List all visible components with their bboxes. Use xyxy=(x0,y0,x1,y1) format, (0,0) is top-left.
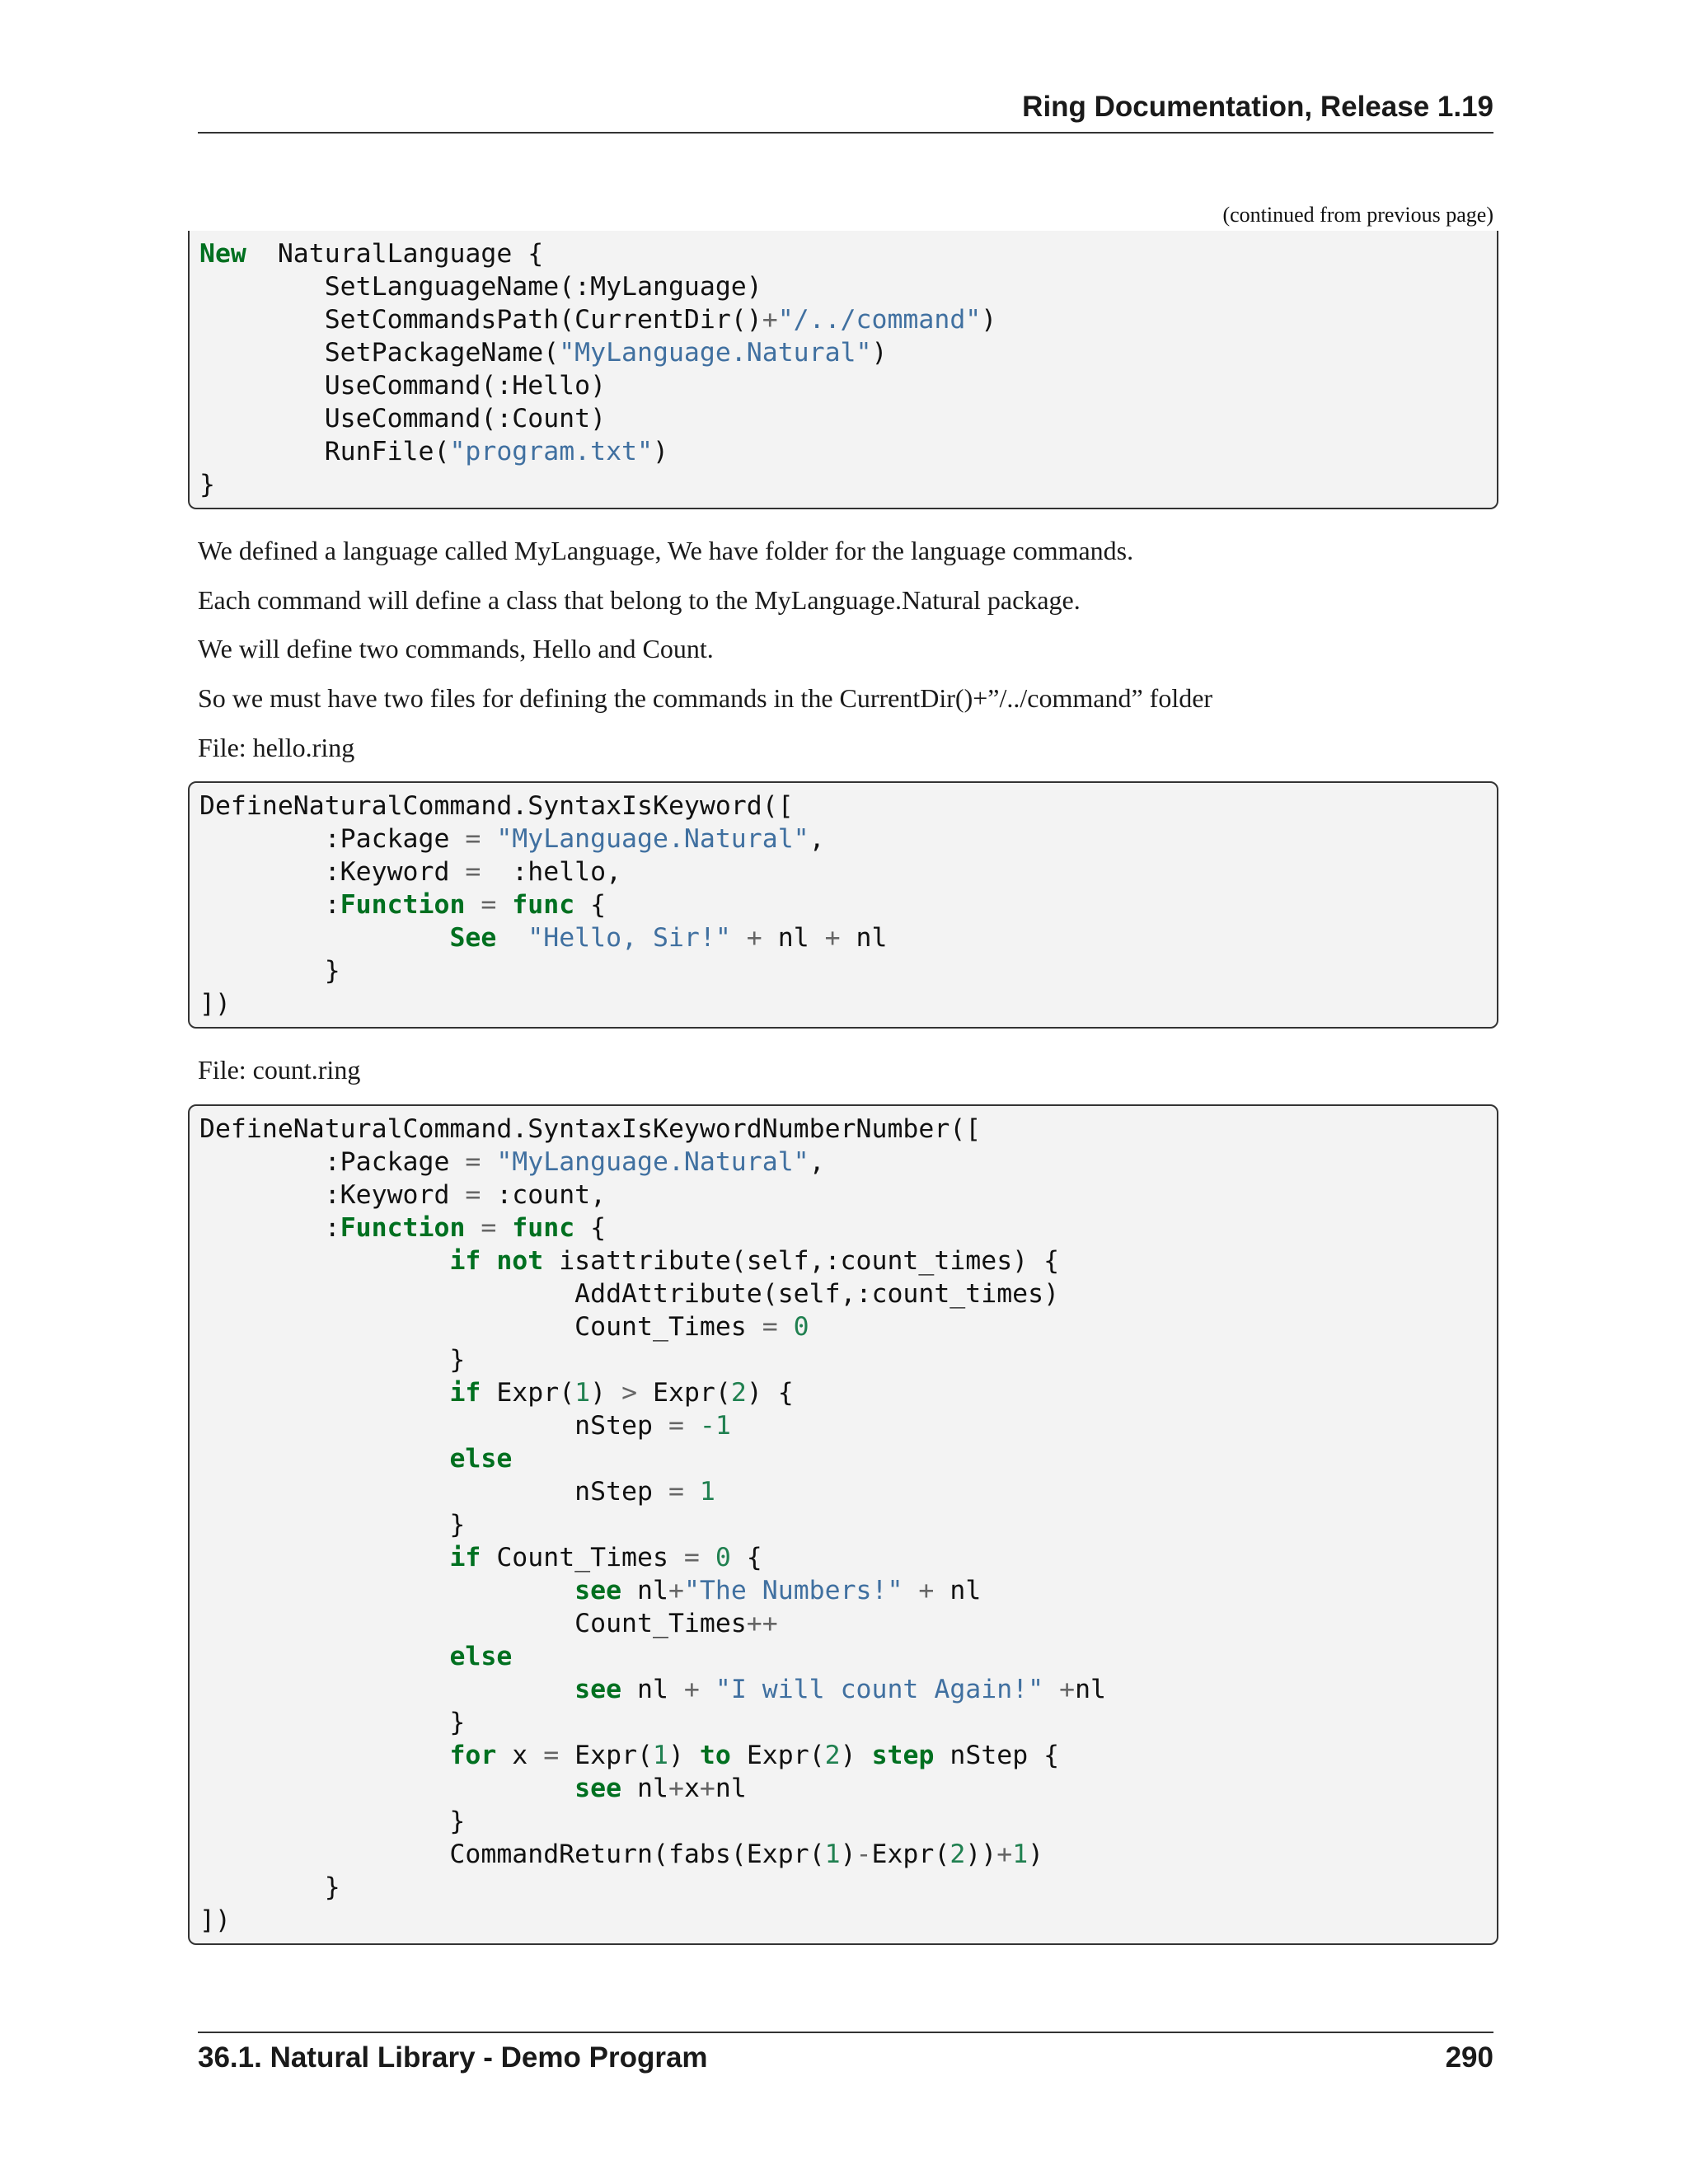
code-token: nl xyxy=(934,1576,982,1605)
code-token: + xyxy=(668,1774,684,1803)
code-line xyxy=(199,1871,1487,1904)
code-line xyxy=(199,1739,1487,1772)
page-header xyxy=(198,91,1493,134)
code-line xyxy=(199,435,1487,468)
code-token: Expr( xyxy=(730,1741,825,1770)
code-token: NaturalLanguage { xyxy=(246,239,544,269)
code-line xyxy=(199,1442,1487,1475)
code-line xyxy=(199,1706,1487,1739)
code-token: DefineNaturalCommand.SyntaxIsKeyword([ xyxy=(199,791,794,821)
code-token: } xyxy=(199,470,215,499)
code-block-natural-language xyxy=(188,231,1498,509)
code-token xyxy=(199,1741,449,1770)
code-token: ]) xyxy=(199,989,231,1019)
code-token: SetCommandsPath(CurrentDir() xyxy=(199,305,762,335)
code-token: nl xyxy=(840,923,888,953)
code-line xyxy=(199,1310,1487,1343)
code-token: DefineNaturalCommand.SyntaxIsKeywordNumberNumber([ xyxy=(199,1114,982,1144)
code-token: + xyxy=(762,305,778,335)
code-line xyxy=(199,921,1487,954)
code-token: :Package xyxy=(199,1147,466,1177)
code-token: } xyxy=(199,1345,466,1375)
code-token: x xyxy=(683,1774,700,1803)
code-token: ) xyxy=(1028,1840,1044,1869)
code-line xyxy=(199,954,1487,987)
code-token: ) xyxy=(590,1378,622,1408)
code-token: CommandReturn(fabs(Expr( xyxy=(199,1840,825,1869)
code-token: } xyxy=(199,956,340,986)
code-token: > xyxy=(621,1378,638,1408)
code-token: = xyxy=(465,1213,497,1243)
code-line xyxy=(199,1640,1487,1673)
code-token xyxy=(199,1642,449,1671)
code-token: see xyxy=(574,1576,622,1605)
code-line xyxy=(199,237,1487,270)
code-token: RunFile( xyxy=(199,437,450,466)
code-token: = xyxy=(668,1477,684,1507)
code-token xyxy=(199,1543,449,1572)
code-line xyxy=(199,1244,1487,1277)
code-token: "program.txt" xyxy=(449,437,653,466)
code-token: :count, xyxy=(481,1180,607,1210)
code-token: nl xyxy=(715,1774,747,1803)
code-token xyxy=(496,923,528,953)
code-token: + xyxy=(824,923,841,953)
code-line xyxy=(199,369,1487,402)
code-token: else xyxy=(449,1444,513,1474)
code-token: = xyxy=(465,824,481,854)
code-line xyxy=(199,402,1487,435)
code-line xyxy=(199,1673,1487,1706)
code-token: } xyxy=(199,1708,466,1737)
code-line xyxy=(199,1409,1487,1442)
code-token: nl xyxy=(621,1576,668,1605)
code-token: 1 xyxy=(683,1477,715,1507)
code-line xyxy=(199,1277,1487,1310)
code-token: if not xyxy=(449,1246,544,1276)
code-token: ) xyxy=(981,305,997,335)
code-block-count-ring xyxy=(188,1104,1498,1945)
code-line xyxy=(199,1146,1487,1179)
code-token: 1 xyxy=(1012,1840,1029,1869)
code-token: 1 xyxy=(574,1378,591,1408)
code-token: : xyxy=(199,890,340,920)
page-footer xyxy=(198,2032,1493,2074)
code-token: { xyxy=(574,890,607,920)
paragraph-language-definition: We defined a language called MyLanguage, We have folder for the language commands. xyxy=(198,536,1134,565)
code-line xyxy=(199,888,1487,921)
code-line xyxy=(199,1113,1487,1146)
code-token: nl xyxy=(1075,1675,1106,1704)
code-token: Expr( xyxy=(637,1378,731,1408)
code-token: to xyxy=(699,1741,731,1770)
code-token: AddAttribute(self,:count_times) xyxy=(199,1279,1060,1309)
code-token: :Keyword xyxy=(199,857,466,887)
footer-section-title: 36.1. Natural Library - Demo Program xyxy=(198,2041,708,2074)
code-token: 1 xyxy=(653,1741,668,1770)
code-token: ) xyxy=(652,437,668,466)
code-token: -1 xyxy=(683,1411,731,1441)
code-token: = xyxy=(762,1312,778,1342)
code-token: "/../command" xyxy=(777,305,982,335)
code-line xyxy=(199,1475,1487,1508)
code-token: + xyxy=(699,1774,715,1803)
code-line xyxy=(199,270,1487,303)
code-token: = xyxy=(683,1543,700,1572)
code-token: Count_Times xyxy=(481,1543,684,1572)
code-token: = xyxy=(465,1180,481,1210)
code-token: See xyxy=(449,923,497,953)
code-token: "MyLanguage.Natural" xyxy=(559,338,872,368)
paragraph-two-commands: We will define two commands, Hello and Count. xyxy=(198,634,714,663)
code-token: see xyxy=(574,1774,622,1803)
code-token: "MyLanguage.Natural" xyxy=(481,1147,809,1177)
code-line xyxy=(199,468,1487,501)
code-token: ) { xyxy=(746,1378,794,1408)
code-token: ) xyxy=(668,1741,700,1770)
code-token: "I will count Again!" xyxy=(699,1675,1044,1704)
code-line xyxy=(199,987,1487,1020)
code-token: isattribute(self,:count_times) { xyxy=(543,1246,1060,1276)
code-line xyxy=(199,1179,1487,1212)
code-token xyxy=(199,1774,574,1803)
code-token: New xyxy=(199,239,246,269)
code-token: nStep { xyxy=(934,1741,1060,1770)
code-token: SetLanguageName(:MyLanguage) xyxy=(199,272,762,302)
code-line xyxy=(199,855,1487,888)
code-line xyxy=(199,1343,1487,1376)
code-token: 1 xyxy=(824,1840,841,1869)
code-token: Count_Times xyxy=(199,1609,747,1638)
code-token: :Package xyxy=(199,824,466,854)
code-line xyxy=(199,1838,1487,1871)
code-token: "Hello, Sir!" xyxy=(528,923,731,953)
code-token: { xyxy=(574,1213,607,1243)
code-token: if xyxy=(449,1543,481,1572)
code-line xyxy=(199,1212,1487,1244)
code-token: UseCommand(:Count) xyxy=(199,404,607,434)
code-token: func xyxy=(496,890,575,920)
code-token: 2 xyxy=(824,1741,841,1770)
code-token: ) xyxy=(871,338,888,368)
continued-note: (continued from previous page) xyxy=(1222,203,1493,227)
document-title: Ring Documentation, Release 1.19 xyxy=(1022,91,1493,123)
code-token: 2 xyxy=(950,1840,966,1869)
code-line xyxy=(199,1607,1487,1640)
code-token: SetPackageName( xyxy=(199,338,560,368)
code-token: = xyxy=(465,890,497,920)
code-token: nStep xyxy=(199,1477,668,1507)
code-token: = xyxy=(543,1741,560,1770)
code-token: + xyxy=(730,923,762,953)
code-token: ) xyxy=(840,1741,872,1770)
code-token xyxy=(199,1246,449,1276)
code-line xyxy=(199,823,1487,855)
code-token xyxy=(199,1444,449,1474)
code-token: Function xyxy=(340,890,466,920)
footer-page-number: 290 xyxy=(1445,2041,1493,2074)
code-token: } xyxy=(199,1807,466,1836)
file-label-count: File: count.ring xyxy=(198,1055,361,1085)
code-block-hello-ring xyxy=(188,781,1498,1029)
code-token: nl xyxy=(621,1675,684,1704)
code-token xyxy=(199,1675,574,1704)
code-token: - xyxy=(856,1840,872,1869)
code-line xyxy=(199,1805,1487,1838)
code-token: } xyxy=(199,1872,340,1902)
code-token: + xyxy=(668,1576,684,1605)
code-line xyxy=(199,1772,1487,1805)
code-token: = xyxy=(465,1147,481,1177)
code-token: "The Numbers!" xyxy=(683,1576,903,1605)
code-token: ++ xyxy=(746,1609,778,1638)
code-token: { xyxy=(730,1543,762,1572)
code-line xyxy=(199,1376,1487,1409)
code-line xyxy=(199,336,1487,369)
code-token: step xyxy=(871,1741,935,1770)
code-token: + xyxy=(683,1675,700,1704)
code-token: "MyLanguage.Natural" xyxy=(481,824,809,854)
code-token: Expr( xyxy=(481,1378,575,1408)
code-token: nl xyxy=(621,1774,668,1803)
code-token: 2 xyxy=(730,1378,747,1408)
code-token: ) xyxy=(840,1840,856,1869)
code-token xyxy=(199,1576,574,1605)
paragraph-command-class: Each command will define a class that belong to the MyLanguage.Natural package. xyxy=(198,585,1081,615)
paragraph-command-files: So we must have two files for defining the commands in the CurrentDir()+”/../command” folder xyxy=(198,683,1213,713)
code-token: x xyxy=(496,1741,544,1770)
code-token: see xyxy=(574,1675,622,1704)
code-token: if xyxy=(449,1378,481,1408)
code-token: , xyxy=(809,824,825,854)
code-token: ]) xyxy=(199,1905,231,1935)
code-token: :Keyword xyxy=(199,1180,466,1210)
code-token: UseCommand(:Hello) xyxy=(199,371,607,401)
code-token: Expr( xyxy=(871,1840,950,1869)
code-token: + xyxy=(996,1840,1013,1869)
file-label-hello: File: hello.ring xyxy=(198,733,355,762)
code-line xyxy=(199,1574,1487,1607)
code-line xyxy=(199,303,1487,336)
code-line xyxy=(199,1541,1487,1574)
code-token: Count_Times xyxy=(199,1312,762,1342)
code-token: = xyxy=(465,857,481,887)
code-token: } xyxy=(199,1510,466,1540)
code-token: Expr( xyxy=(559,1741,654,1770)
code-token: :hello, xyxy=(481,857,622,887)
code-token: func xyxy=(496,1213,575,1243)
code-token: + xyxy=(1043,1675,1076,1704)
code-token xyxy=(199,923,449,953)
code-line xyxy=(199,790,1487,823)
code-token: 0 xyxy=(777,1312,809,1342)
code-token: Function xyxy=(340,1213,466,1243)
code-token xyxy=(199,1378,449,1408)
code-token: nl xyxy=(762,923,825,953)
code-token: 0 xyxy=(699,1543,731,1572)
code-token: nStep xyxy=(199,1411,668,1441)
code-token: : xyxy=(199,1213,340,1243)
code-token: + xyxy=(903,1576,935,1605)
code-token: = xyxy=(668,1411,684,1441)
code-token: for xyxy=(449,1741,497,1770)
code-line xyxy=(199,1508,1487,1541)
code-token: else xyxy=(449,1642,513,1671)
code-token: , xyxy=(809,1147,825,1177)
code-token: )) xyxy=(965,1840,997,1869)
code-line xyxy=(199,1904,1487,1937)
